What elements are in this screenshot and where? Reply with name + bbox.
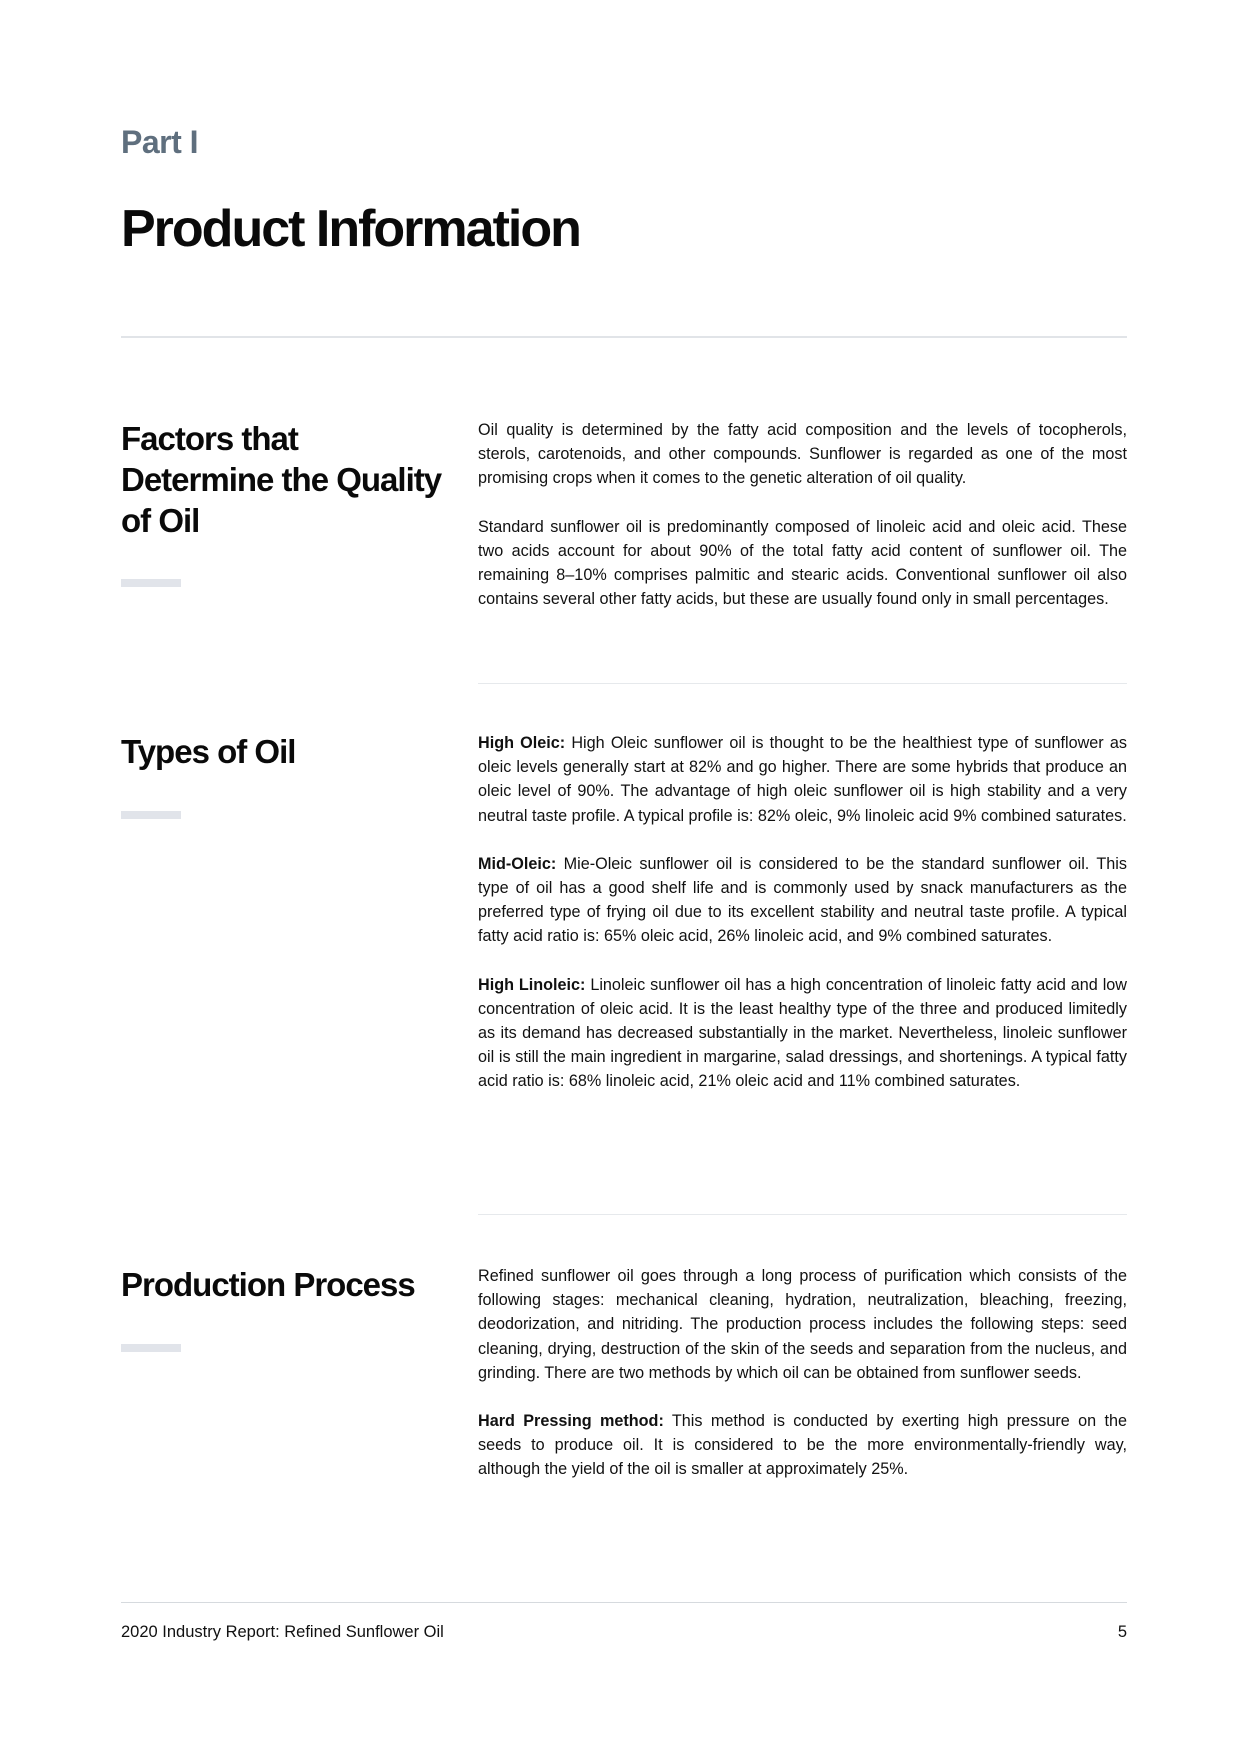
paragraph-text: High Oleic sunflower oil is thought to be the healthiest type of sunflower as oleic levels generally start at 82% and go higher. There are some hybrids that produce an oleic level of 90%. The advantage of high oleic sunflower oil is high stability and a very neutral taste profile. A typical profile is: 82% oleic, 9% linoleic acid 9% combined saturates. — [478, 734, 1127, 825]
heading-accent-bar — [121, 1344, 181, 1352]
section-heading: Production Process — [121, 1266, 415, 1303]
paragraph — [478, 852, 1127, 949]
section-divider — [478, 683, 1127, 684]
paragraph — [478, 1409, 1127, 1482]
paragraph — [478, 515, 1127, 612]
paragraph — [478, 973, 1127, 1094]
paragraph-lead: Hard Pressing method: — [478, 1412, 664, 1431]
section-body — [478, 418, 1127, 611]
section-body — [478, 731, 1127, 1094]
paragraph-text: Mie-Oleic sunflower oil is considered to be the standard sunflower oil. This type of oil has a good shelf life and is commonly used by snack manufacturers as the preferred type of frying oil due to its excellent stability and neutral taste profile. A typical fatty acid ratio is: 65% oleic acid, 26% linoleic acid, and 9% combined saturates. — [478, 854, 1127, 946]
paragraph-text: Standard sunflower oil is predominantly composed of linoleic acid and oleic acid. These two acids account for about 90% of the total fatty acid content of sunflower oil. The remaining 8–10% comprises palmitic and stearic acids. Conventional sunflower oil also contains several other fatty acids, but these are usually found only in small percentages. — [478, 517, 1127, 609]
heading-accent-bar — [121, 579, 181, 587]
section-body — [478, 1264, 1127, 1482]
paragraph-text: Linoleic sunflower oil has a high concentration of linoleic fatty acid and low concentration of oleic acid. It is the least healthy type of the three and produced limitedly as its demand has decreased substantially in the market. Nevertheless, linoleic sunflower oil is still the main ingredient in margarine, salad dressings, and shortenings. A typical fatty acid ratio is: 68% linoleic acid, 21% oleic acid and 11% combined saturates. — [478, 975, 1127, 1091]
paragraph — [478, 418, 1127, 491]
paragraph-lead: High Oleic: — [478, 734, 566, 752]
heading-accent-bar — [121, 811, 181, 819]
section-heading: Types of Oil — [121, 733, 296, 770]
section-divider — [478, 1214, 1127, 1215]
title-divider — [121, 336, 1127, 338]
footer-report-title: 2020 Industry Report: Refined Sunflower Oil — [121, 1623, 444, 1641]
paragraph-text: This method is conducted by exerting high pressure on the seeds to produce oil. It is considered to be the more environmentally-friendly way, although the yield of the oil is smaller at approximately 25%. — [478, 1412, 1127, 1479]
paragraph — [478, 731, 1127, 828]
paragraph-text: Refined sunflower oil goes through a long process of purification which consists of the following stages: mechanical cleaning, hydration, neutralization, bleaching, freezing, deodorization, and nitriding. The production process includes the following steps: seed cleaning, drying, destruction of the skin of the seeds and separation from the nucleus, and grinding. There are two methods by which oil can be obtained from sunflower seeds. — [478, 1267, 1127, 1382]
page-number: 5 — [1117, 1623, 1127, 1641]
paragraph — [478, 1264, 1127, 1385]
paragraph-text: Oil quality is determined by the fatty acid composition and the levels of tocopherols, sterols, carotenoids, and other compounds. Sunflower is regarded as one of the most promising crops when it comes to the genetic alteration of oil quality. — [478, 421, 1127, 488]
paragraph-lead: Mid-Oleic: — [478, 854, 557, 873]
paragraph-lead: High Linoleic: — [478, 975, 586, 994]
section-heading: Factors that Determine the Quality of Oil — [121, 420, 442, 539]
footer-divider — [121, 1602, 1127, 1603]
part-label: Part I — [121, 124, 199, 160]
page-title: Product Information — [121, 200, 580, 258]
report-page — [121, 0, 1127, 1754]
